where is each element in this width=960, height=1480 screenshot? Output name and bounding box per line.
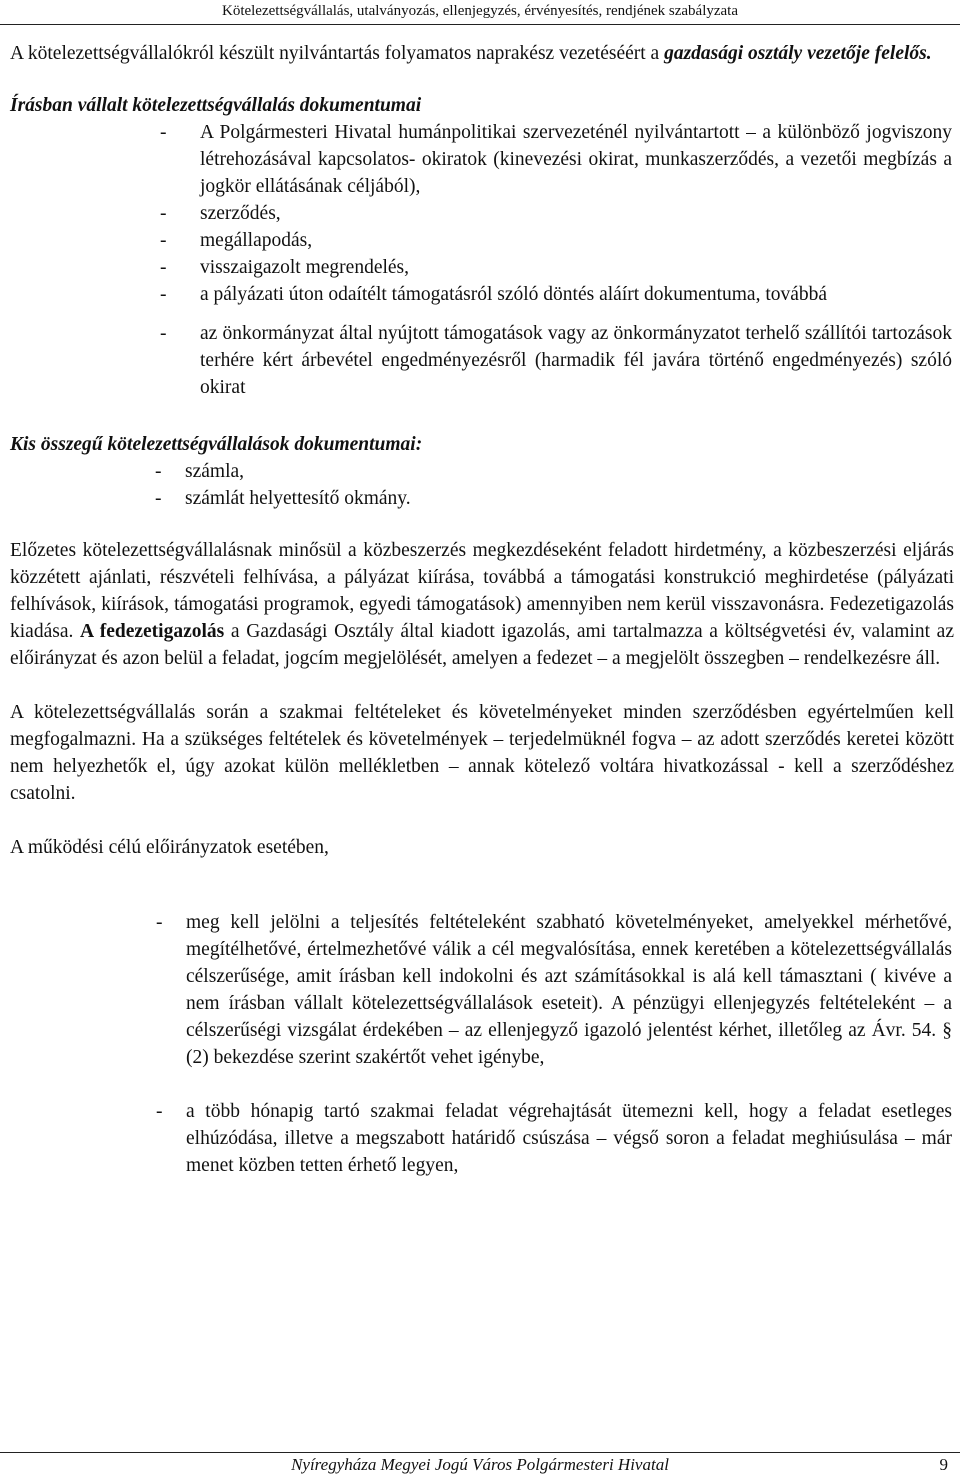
list-item: - meg kell jelölni a teljesítés feltételeként szabható követelményeket, amelyekkel mérhetővé, megítélhetővé, értelmezhetővé válik a cél megvalósítása, ennek keretében a kötelezettségvállalás célszerűsége, amit írásban kell indokolni és azt számításokkal is alá kell támasztani ( kivéve a nem írásban vállalt kötelezettségvállalások eseteit). A pénzügyi ellenjegyzés feltételeként – a célszerűségi vizsgálat érdekében – az ellenjegyző igazoló jelentést kérhet, illetőleg az Ávr. 54. § (2) bekezdése szerint szakértőt vehet igénybe, (186, 909, 952, 1071)
dash-bullet: - (160, 284, 167, 305)
bold-fedezetigazolas: A fedezetigazolás (80, 621, 225, 642)
dash-bullet: - (160, 323, 167, 344)
header-title: Kötelezettségvállalás, utalványozás, ellenjegyzés, érvényesítés, rendjének szabályzata (221, 3, 738, 19)
dash-bullet: - (160, 203, 167, 224)
dash-bullet: - (160, 122, 167, 143)
operational-list (156, 909, 952, 1179)
paragraph-requirements: A kötelezettségvállalás során a szakmai feltételeket és követelményeket minden szerződésben egyértelműen kell megfogalmazni. Ha a szükséges feltételek és követelmények – terjedelmüknél fogva – az adott szerződés keretei között nem helyezhetők el, úgy azokat külön mellékletben – annak kötelező voltára hivatkozással - kell a szerződéshez csatolni. (10, 702, 954, 804)
written-list (160, 119, 952, 401)
list-item: - A Polgármesteri Hivatal humánpolitikai szervezeténél nyilvántartott – a különböző jogviszony létrehozásával kapcsolatos- okiratok (kinevezési okirat, munkaszerződés, a vezetői megbízás a jogkör ellátásának céljából), (200, 119, 952, 200)
intro-text: A kötelezettségvállalókról készült nyilvántartás folyamatos naprakész vezetéséért a (10, 43, 665, 64)
list-item: - visszaigazolt megrendelés, (200, 254, 952, 281)
dash-bullet: - (156, 912, 163, 933)
list-item: - szerződés, (200, 200, 952, 227)
footer-text: Nyíregyháza Megyei Jogú Város Polgármesteri Hivatal (291, 1455, 669, 1474)
document-body (10, 40, 954, 1179)
dash-bullet: - (156, 1101, 163, 1122)
dash-bullet: - (155, 461, 162, 482)
paragraph-operational: A működési célú előirányzatok esetében, (10, 837, 329, 858)
list-item: - az önkormányzat által nyújtott támogatások vagy az önkormányzatot terhelő szállítói tartozások terhére kért árbevétel engedményezésről (harmadik fél javára történő engedményezés) szóló okirat (200, 320, 952, 401)
dash-bullet: - (155, 488, 162, 509)
intro-paragraph (10, 40, 954, 67)
intro-emphasis: gazdasági osztály vezetője felelős. (664, 43, 932, 64)
list-item: - számla, (185, 458, 954, 485)
dash-bullet: - (160, 257, 167, 278)
page-number: 9 (939, 1455, 948, 1474)
dash-bullet: - (160, 230, 167, 251)
list-item: - a több hónapig tartó szakmai feladat végrehajtását ütemezni kell, hogy a feladat esetleges elhúzódása, illetve a megszabott határidő csúszása – végső soron a feladat meghiúsulása – már menet közben tetten érhető legyen, (186, 1098, 952, 1179)
small-heading: Kis összegű kötelezettségvállalások dokumentumai: (10, 434, 423, 455)
list-item: - megállapodás, (200, 227, 952, 254)
list-item: - a pályázati úton odaítélt támogatásról szóló döntés aláírt dokumentuma, továbbá (200, 281, 952, 308)
small-list (155, 458, 954, 512)
written-heading: Írásban vállalt kötelezettségvállalás dokumentumai (10, 95, 422, 116)
list-item: - számlát helyettesítő okmány. (185, 485, 954, 512)
page-footer (0, 1452, 960, 1477)
page-header (0, 0, 960, 25)
paragraph-preliminary: Előzetes kötelezettségvállalásnak minősül a közbeszerzés megkezdéseként feladott hirdetmény, a közbeszerzési eljárás közzétett ajánlati, részvételi felhívása, a pályázat kiírása, továbbá a támogatási konstrukció meghirdetése (pályázati felhívások, kiírások, támogatási programok, egyedi támogatások) amennyiben nem kerül visszavonásra. Fedezetigazolás kiadása. A fedezetigazolás a Gazdasági Osztály által kiadott igazolás, ami tartalmazza a költségvetési év, valamint az előirányzat és azon belül a feladat, jogcím megjelölését, amelyen a fedezet – a megjelölt összegben – rendelkezésre áll. (10, 540, 954, 669)
